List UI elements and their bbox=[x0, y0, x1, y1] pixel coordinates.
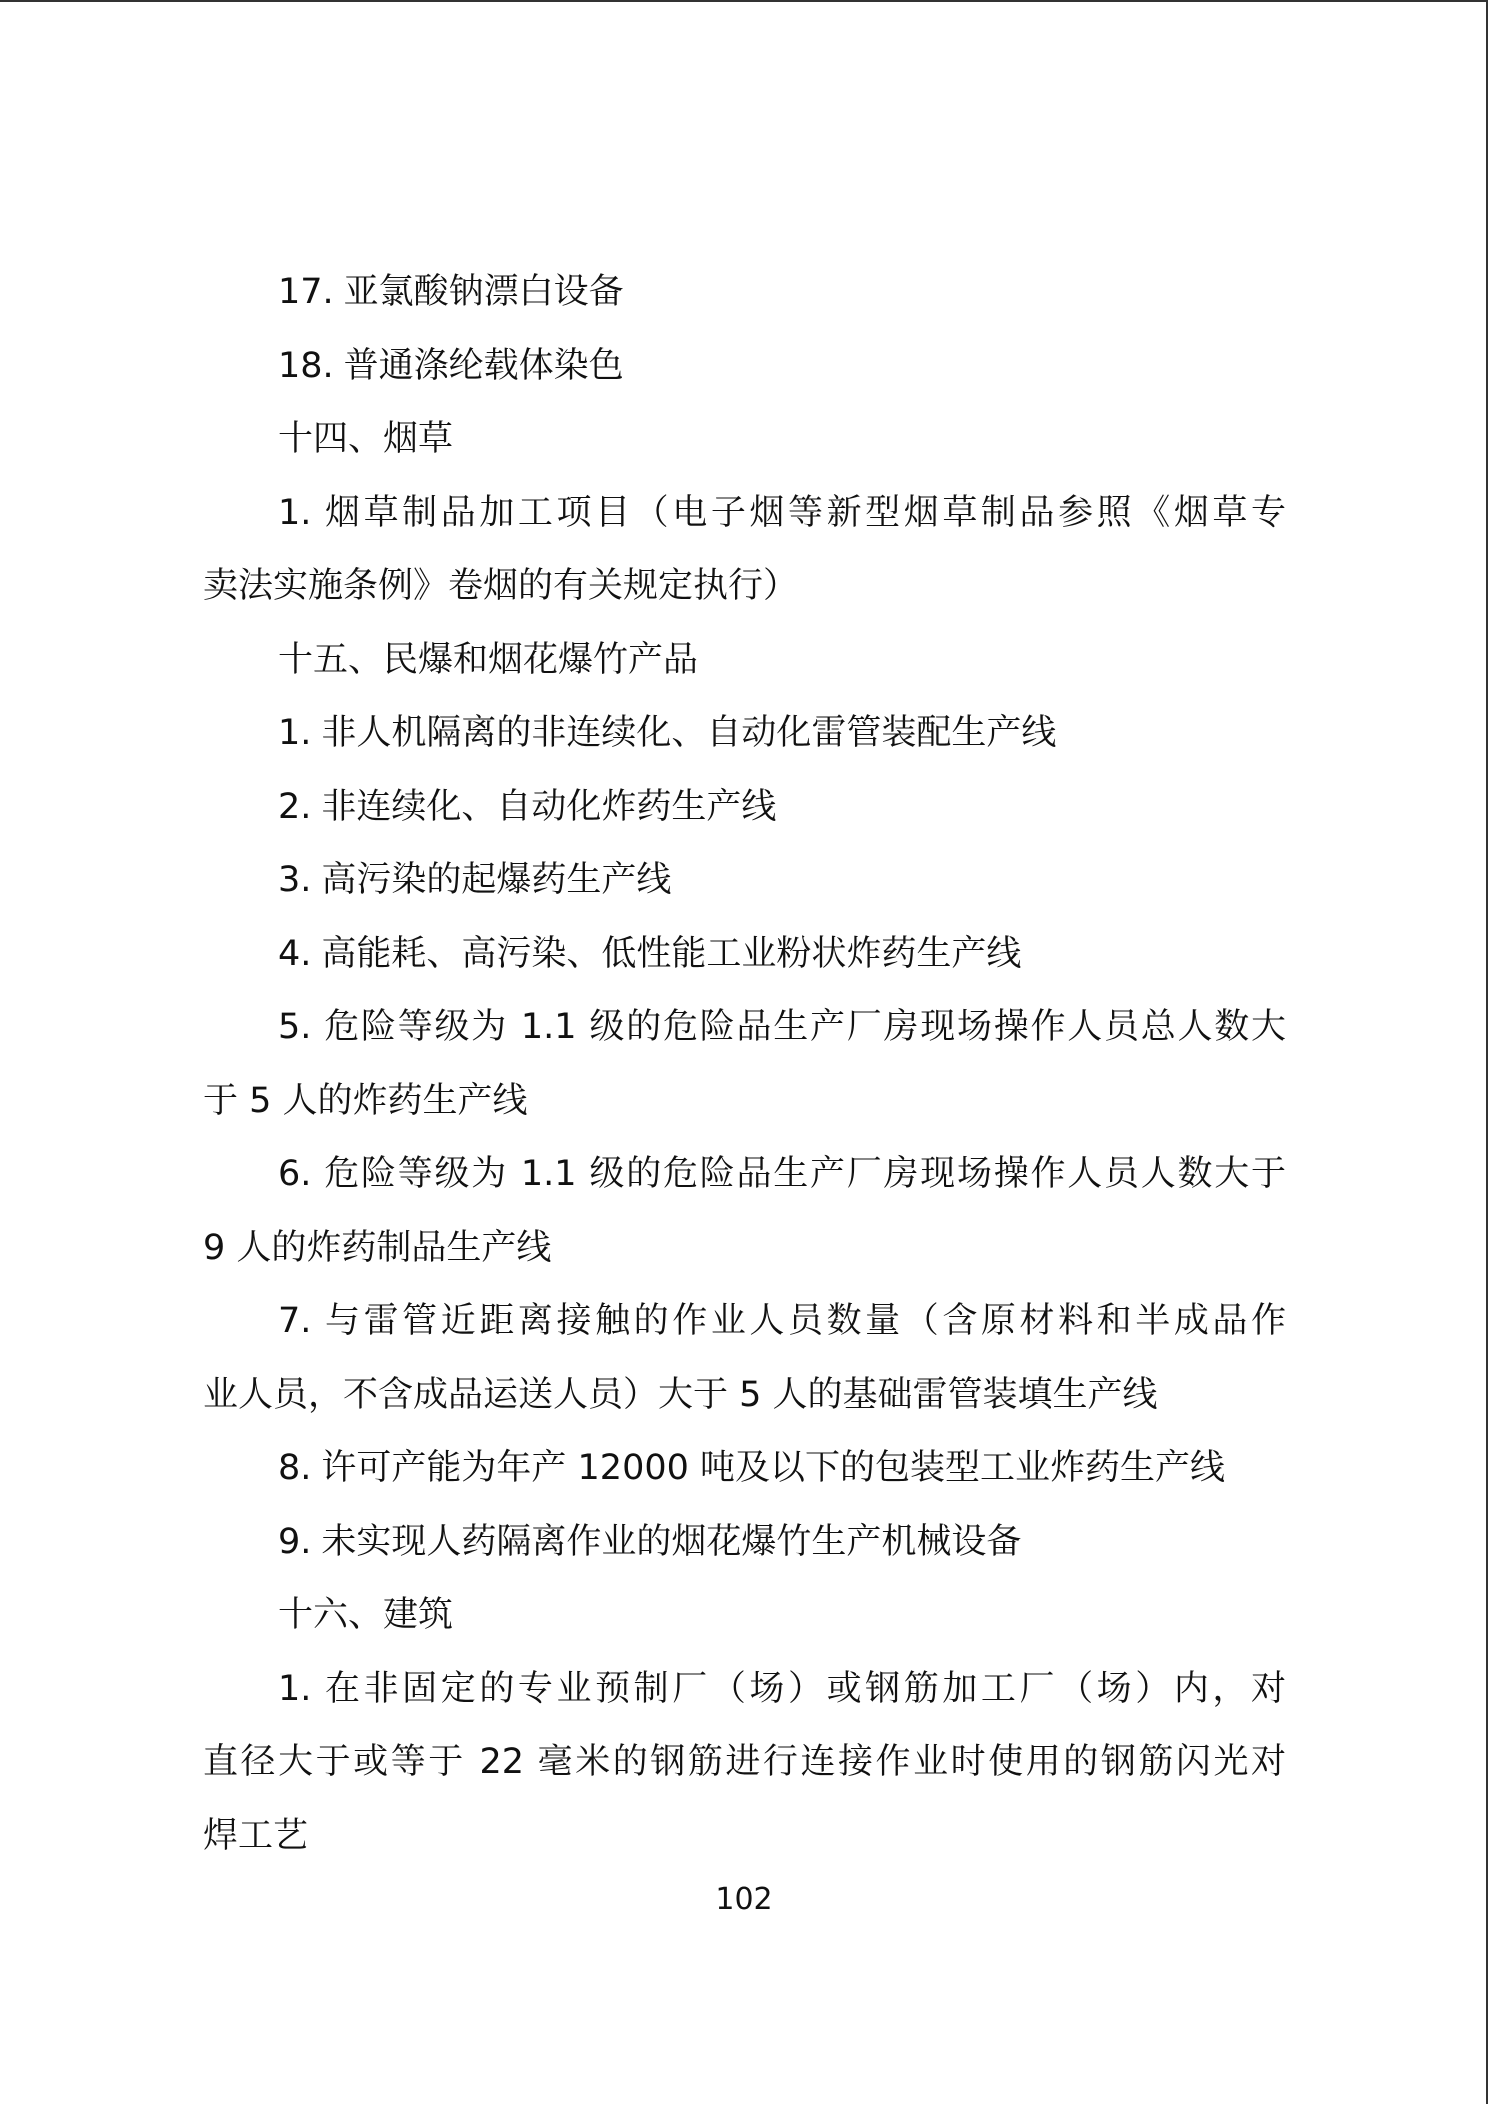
list-item: 3. 高污染的起爆药生产线 bbox=[278, 860, 672, 900]
list-item: 7. 与雷管近距离接触的作业人员数量（含原材料和半成品作 bbox=[278, 1301, 1286, 1341]
list-item: 4. 高能耗、高污染、低性能工业粉状炸药生产线 bbox=[278, 933, 1022, 974]
list-item-continuation: 焊工艺 bbox=[203, 1815, 309, 1856]
list-item: 17. 亚氯酸钠漂白设备 bbox=[278, 272, 624, 312]
section-heading: 十六、建筑 bbox=[278, 1595, 454, 1635]
section-heading: 十五、民爆和烟花爆竹产品 bbox=[278, 639, 699, 680]
list-item: 1. 非人机隔离的非连续化、自动化雷管装配生产线 bbox=[278, 713, 1057, 753]
list-item-continuation: 业人员，不含成品运送人员）大于 5 人的基础雷管装填生产线 bbox=[203, 1374, 1158, 1415]
list-item: 1. 在非固定的专业预制厂（场）或钢筋加工厂（场）内，对 bbox=[278, 1668, 1286, 1709]
section-heading: 十四、烟草 bbox=[278, 419, 454, 459]
document-body bbox=[203, 256, 1286, 1873]
top-border bbox=[0, 0, 1488, 2]
list-item: 2. 非连续化、自动化炸药生产线 bbox=[278, 786, 777, 827]
list-item: 9. 未实现人药隔离作业的烟花爆竹生产机械设备 bbox=[278, 1521, 1022, 1562]
list-item: 1. 烟草制品加工项目（电子烟等新型烟草制品参照《烟草专 bbox=[278, 492, 1286, 533]
list-item: 5. 危险等级为 1.1 级的危险品生产厂房现场操作人员总人数大 bbox=[278, 1007, 1286, 1047]
list-item: 8. 许可产能为年产 12000 吨及以下的包装型工业炸药生产线 bbox=[278, 1448, 1225, 1488]
list-item: 18. 普通涤纶载体染色 bbox=[278, 345, 624, 386]
page-number: 102 bbox=[715, 1882, 773, 1917]
list-item-continuation: 直径大于或等于 22 毫米的钢筋进行连接作业时使用的钢筋闪光对 bbox=[203, 1742, 1286, 1782]
list-item-continuation: 卖法实施条例》卷烟的有关规定执行） bbox=[203, 566, 799, 606]
list-item-continuation: 9 人的炸药制品生产线 bbox=[203, 1227, 552, 1268]
list-item: 6. 危险等级为 1.1 级的危险品生产厂房现场操作人员人数大于 bbox=[278, 1154, 1286, 1194]
list-item-continuation: 于 5 人的炸药生产线 bbox=[203, 1080, 528, 1121]
